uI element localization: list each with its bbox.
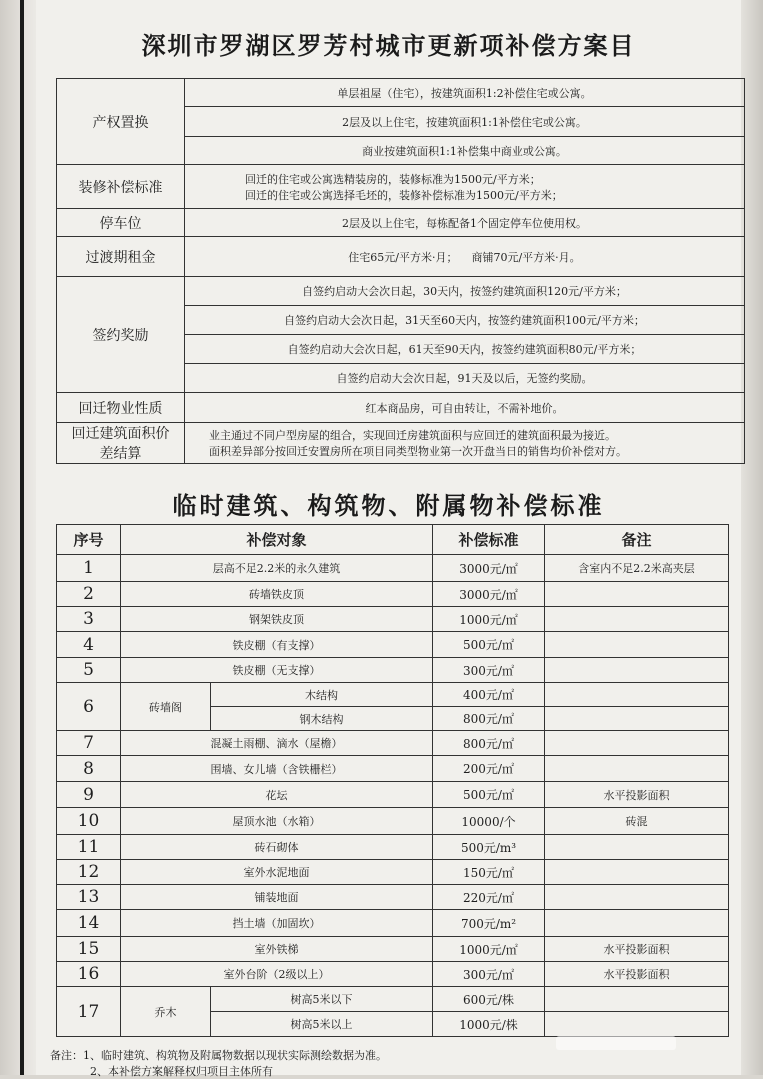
table-row [57,632,729,658]
table-row [57,782,729,808]
row-number: 15 [57,937,121,962]
row-item: 砖墙铁皮顶 [121,582,433,607]
footnote-1: 备注：1、临时建筑、构筑物及附属物数据以现状实际测绘数据为准。 [50,1049,387,1062]
compensation-table [56,524,729,1037]
row-remark-empty [545,731,729,756]
row-standard: 400元/㎡ [433,683,545,707]
row-item: 铺装地面 [121,885,433,910]
row-number: 14 [57,910,121,937]
row-number: 12 [57,860,121,885]
row-number: 1 [57,555,121,582]
signing-reward-1: 自签约启动大会次日起，30天内，按签约建筑面积120元/平方米； [185,277,745,306]
row-item: 室外铁梯 [121,937,433,962]
table-row [57,860,729,885]
row-group: 乔木 [121,987,211,1037]
row-number: 9 [57,782,121,808]
row-group: 砖墙阁 [121,683,211,731]
row-item: 铁皮棚（无支撑） [121,658,433,683]
signing-reward-4: 自签约启动大会次日起，91天及以后，无签约奖励。 [185,364,745,393]
row-number: 13 [57,885,121,910]
decoration-2: 回迁的住宅或公寓选择毛坯的，装修补偿标准为1500元/平方米； [245,188,563,202]
row-number: 4 [57,632,121,658]
table-row [57,756,729,782]
row-item: 铁皮棚（有支撑） [121,632,433,658]
row-standard: 10000/个 [433,808,545,835]
row-standard: 300元/㎡ [433,658,545,683]
decoration-1: 回迁的住宅或公寓选精装房的，装修标准为1500元/平方米； [245,172,541,186]
area-diff-1: 业主通过不同户型房屋的组合，实现回迁房建筑面积与应回迁的建筑面积最为接近。 [209,429,616,442]
area-diff-label [57,423,185,464]
row-standard: 800元/㎡ [433,731,545,756]
row-standard: 3000元/㎡ [433,555,545,582]
row-number: 6 [57,683,121,731]
area-diff-values [185,423,745,464]
row-standard: 500元/㎡ [433,782,545,808]
row-item: 树高5米以上 [211,1012,433,1037]
row-standard: 500元/m³ [433,835,545,860]
header-remark: 备注 [545,525,729,555]
table-row [57,962,729,987]
row-number: 2 [57,582,121,607]
main-title: 深圳市罗湖区罗芳村城市更新项补偿方案目 [141,31,636,60]
row-item: 花坛 [121,782,433,808]
row-standard: 200元/㎡ [433,756,545,782]
row-remark: 水平投影面积 [545,962,729,987]
property-nature-label: 回迁物业性质 [57,393,185,423]
area-diff-label-line2: 差结算 [99,446,142,462]
row-remark: 含室内不足2.2米高夹层 [545,555,729,582]
row-remark-empty [545,910,729,937]
table-row [57,835,729,860]
compensation-rows [57,555,729,1037]
row-remark-empty [545,607,729,632]
row-remark-empty [545,632,729,658]
row-remark-empty [545,658,729,683]
compensation-title: 临时建筑、构筑物、附属物补偿标准 [172,491,605,520]
row-item: 层高不足2.2米的永久建筑 [121,555,433,582]
watermark-smudge [556,1036,676,1050]
decoration-values [185,165,745,209]
row-standard: 1000元/㎡ [433,607,545,632]
table-row [57,683,729,707]
signing-reward-2: 自签约启动大会次日起，31天至60天内，按签约建筑面积100元/平方米； [185,306,745,335]
property-exchange-3: 商业按建筑面积1:1补偿集中商业或公寓。 [185,137,745,165]
row-number: 3 [57,607,121,632]
row-number: 5 [57,658,121,683]
area-diff-label-line1: 回迁建筑面积价 [71,426,170,442]
row-standard: 800元/㎡ [433,707,545,731]
row-item: 室外台阶（2级以上） [121,962,433,987]
row-number: 17 [57,987,121,1037]
row-standard: 150元/㎡ [433,860,545,885]
row-remark: 砖混 [545,808,729,835]
parking-value: 2层及以上住宅，每栋配备1个固定停车位使用权。 [185,209,745,237]
row-item: 砖石砌体 [121,835,433,860]
row-standard: 3000元/㎡ [433,582,545,607]
header-no: 序号 [57,525,121,555]
board-edge-left [0,0,38,1075]
table-row [57,937,729,962]
table-row [57,658,729,683]
row-item: 钢木结构 [211,707,433,731]
table-row [57,607,729,632]
table-row [57,731,729,756]
row-standard: 600元/株 [433,987,545,1012]
row-remark: 水平投影面积 [545,937,729,962]
table-row [57,555,729,582]
row-remark-empty [545,756,729,782]
area-diff-2: 面积差异部分按回迁安置房所在项目同类型物业第一次开盘当日的销售均价补偿对方。 [209,445,627,458]
property-exchange-label: 产权置换 [57,79,185,165]
row-standard: 1000元/㎡ [433,937,545,962]
property-nature-value: 红本商品房，可自由转让，不需补地价。 [185,393,745,423]
row-remark: 水平投影面积 [545,782,729,808]
row-number: 8 [57,756,121,782]
board-frame-rod [20,0,24,1075]
row-item: 钢架铁皮顶 [121,607,433,632]
transition-rent-label: 过渡期租金 [57,237,185,277]
row-remark-empty [545,707,729,731]
row-item: 屋顶水池（水箱） [121,808,433,835]
property-exchange-1: 单层祖屋（住宅），按建筑面积1:2补偿住宅或公寓。 [185,79,745,107]
footnote-2: 2、本补偿方案解释权归项目主体所有 [90,1065,273,1078]
row-item: 围墙、女儿墙（含铁栅栏） [121,756,433,782]
decoration-label: 装修补偿标准 [57,165,185,209]
header-standard: 补偿标准 [433,525,545,555]
row-standard: 700元/m² [433,910,545,937]
signing-reward-3: 自签约启动大会次日起，61天至90天内，按签约建筑面积80元/平方米； [185,335,745,364]
row-item: 室外水泥地面 [121,860,433,885]
row-number: 11 [57,835,121,860]
row-remark-empty [545,987,729,1012]
row-item: 挡土墙（加固坎） [121,910,433,937]
row-standard: 1000元/株 [433,1012,545,1037]
row-number: 10 [57,808,121,835]
table-row [57,885,729,910]
signing-reward-label: 签约奖励 [57,277,185,393]
plan-table [56,78,745,464]
table-row [57,910,729,937]
row-standard: 220元/㎡ [433,885,545,910]
row-number: 16 [57,962,121,987]
row-standard: 300元/㎡ [433,962,545,987]
row-item: 木结构 [211,683,433,707]
parking-label: 停车位 [57,209,185,237]
row-number: 7 [57,731,121,756]
header-object: 补偿对象 [121,525,433,555]
row-remark-empty [545,1012,729,1037]
row-item: 树高5米以下 [211,987,433,1012]
row-remark-empty [545,885,729,910]
notice-sheet [36,0,741,1078]
row-standard: 500元/㎡ [433,632,545,658]
row-item: 混凝土雨棚、滴水（屋檐） [121,731,433,756]
property-exchange-2: 2层及以上住宅，按建筑面积1:1补偿住宅或公寓。 [185,107,745,137]
transition-rent-value: 住宅65元/平方米·月； 商铺70元/平方米·月。 [185,237,745,277]
table-row [57,808,729,835]
table-row [57,582,729,607]
row-remark-empty [545,860,729,885]
row-remark-empty [545,835,729,860]
table-row [57,987,729,1012]
row-remark-empty [545,683,729,707]
row-remark-empty [545,582,729,607]
